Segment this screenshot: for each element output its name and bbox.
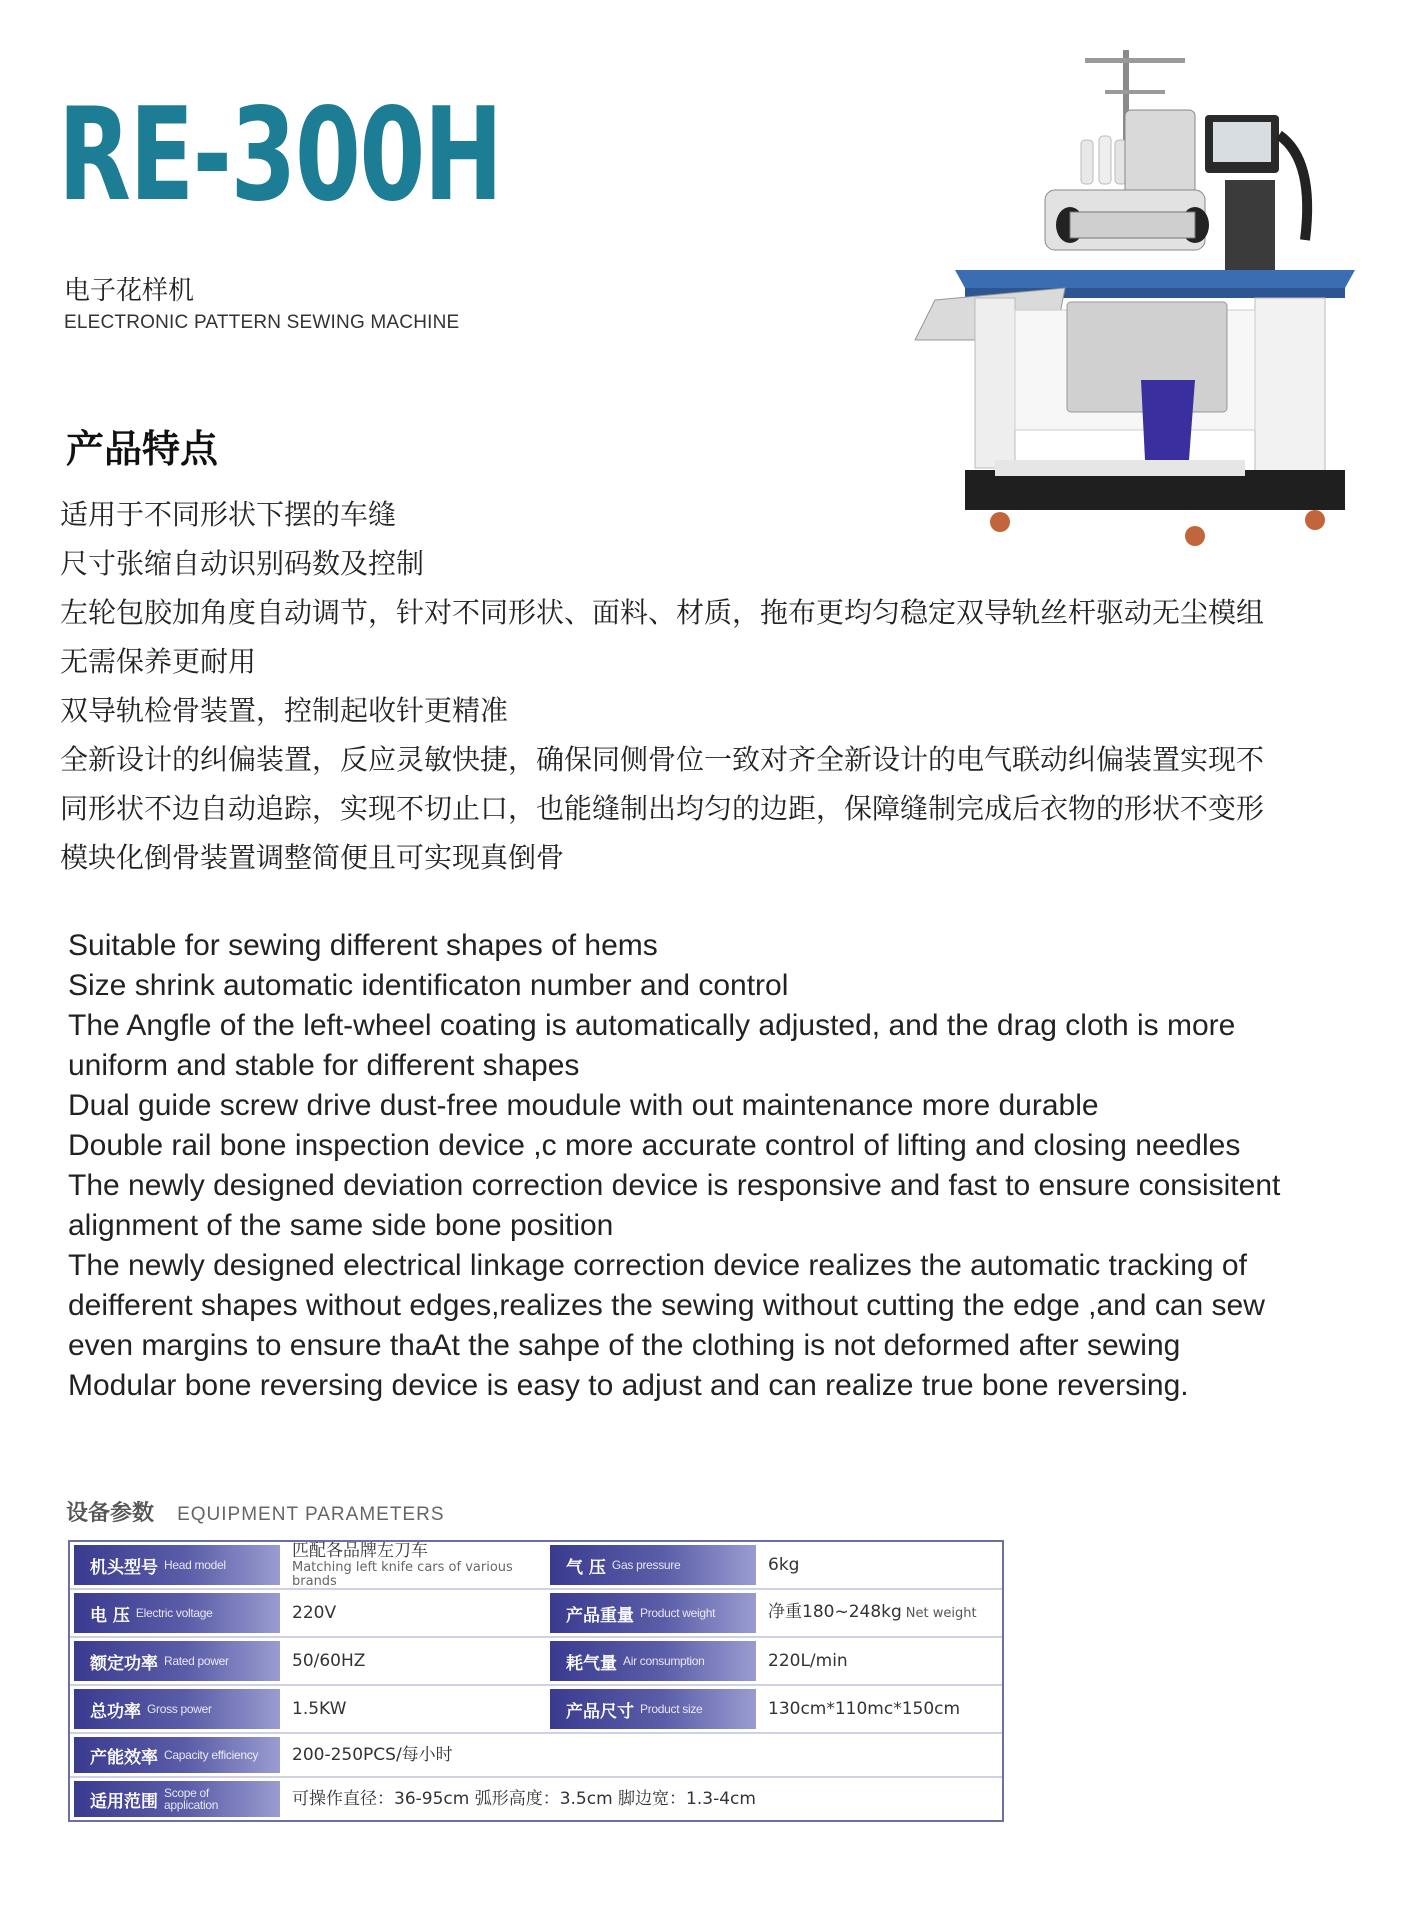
param-value: [280, 1590, 546, 1636]
param-value-sub: Net weight: [905, 1606, 977, 1621]
english-feature-line: Modular bone reversing device is easy to adjust and can realize true bone reversing.: [68, 1369, 1189, 1402]
param-label-en: Product size: [640, 1702, 703, 1716]
param-label-cn: 机头型号: [90, 1557, 158, 1578]
chinese-feature-line: 左轮包胶加角度自动调节，针对不同形状、面料、材质，拖布更均匀稳定双导轨丝杆驱动无尘模组: [60, 596, 1265, 629]
english-feature-line: The newly designed electrical linkage correction device realizes the automatic tracking of: [68, 1249, 1247, 1282]
param-label-en: Scope of application: [164, 1786, 219, 1812]
param-value: [756, 1590, 988, 1636]
param-label-cn: 产品重量: [566, 1605, 634, 1626]
param-label: [74, 1781, 280, 1817]
param-label-en: Gas pressure: [611, 1558, 681, 1572]
english-feature-line: Double rail bone inspection device ,c more accurate control of lifting and closing needles: [68, 1129, 1241, 1162]
features-heading: 产品特点: [66, 427, 219, 471]
param-value-main: 130cm*110mc*150cm: [768, 1699, 961, 1719]
param-value-main: 匹配各品牌左刀车: [292, 1542, 428, 1561]
param-label-en: Air consumption: [623, 1654, 705, 1668]
params-row: [70, 1638, 1002, 1684]
param-value: [756, 1542, 988, 1588]
param-value-main: 6kg: [768, 1555, 800, 1575]
param-value: [280, 1686, 546, 1732]
chinese-feature-line: 适用于不同形状下摆的车缝: [60, 498, 397, 531]
param-label: [74, 1593, 280, 1633]
chinese-feature-line: 模块化倒骨装置调整简便且可实现真倒骨: [60, 841, 565, 874]
english-feature-line: uniform and stable for different shapes: [68, 1049, 580, 1082]
english-feature-line: The Angfle of the left-wheel coating is automatically adjusted, and the drag cloth is more: [68, 1009, 1236, 1042]
params-table: [68, 1540, 1004, 1822]
param-label: [74, 1641, 280, 1681]
english-feature-line: even margins to ensure thaAt the sahpe of the clothing is not deformed after sewing: [68, 1329, 1181, 1362]
params-heading-cn: 设备参数: [66, 1501, 155, 1526]
english-feature-line: Dual guide screw drive dust-free moudule with out maintenance more durable: [68, 1089, 1099, 1122]
param-value: [280, 1638, 546, 1684]
param-label: [550, 1593, 756, 1633]
param-label-en: Electric voltage: [135, 1606, 213, 1620]
param-label-en: Product weight: [640, 1606, 716, 1620]
param-value-main: 200-250PCS/每小时: [292, 1745, 453, 1765]
param-value: [756, 1686, 988, 1732]
param-value: [756, 1638, 988, 1684]
chinese-feature-line: 全新设计的纠偏装置，反应灵敏快捷，确保同侧骨位一致对齐全新设计的电气联动纠偏装置实现不: [60, 743, 1265, 776]
param-label: [550, 1689, 756, 1729]
params-heading-en: EQUIPMENT PARAMETERS: [177, 1504, 445, 1525]
param-label-cn: 适用范围: [90, 1791, 158, 1812]
param-value-sub: Matching left knife cars of various brands: [292, 1560, 513, 1588]
subtitle-english: ELECTRONIC PATTERN SEWING MACHINE: [64, 312, 460, 333]
params-row: [70, 1542, 1002, 1588]
param-value-main: 220L/min: [768, 1651, 848, 1671]
param-label-en: Gross power: [147, 1702, 212, 1716]
chinese-feature-line: 同形状不边自动追踪，实现不切止口，也能缝制出均匀的边距，保障缝制完成后衣物的形状不变形: [60, 792, 1265, 825]
english-feature-line: deifferent shapes without edges,realizes the sewing without cutting the edge ,and can sew: [68, 1289, 1265, 1322]
param-value: [280, 1542, 546, 1588]
chinese-feature-line: 尺寸张缩自动识别码数及控制: [60, 547, 425, 580]
param-label-cn: 总功率: [90, 1701, 141, 1722]
english-feature-list: [68, 926, 1368, 1406]
english-feature-line: alignment of the same side bone position: [68, 1209, 614, 1242]
param-label: [550, 1545, 756, 1585]
param-label-cn: 额定功率: [90, 1653, 158, 1674]
params-heading: [66, 1496, 445, 1530]
param-value-main: 50/60HZ: [292, 1651, 366, 1671]
param-value-main: 220V: [292, 1603, 337, 1623]
chinese-feature-line: 无需保养更耐用: [60, 645, 257, 678]
chinese-feature-line: 双导轨检骨装置，控制起收针更精准: [60, 694, 509, 727]
param-value: [280, 1734, 1000, 1776]
params-row: [70, 1686, 1002, 1732]
param-label-cn: 产能效率: [90, 1747, 158, 1768]
param-label-en: Head model: [164, 1558, 226, 1572]
param-value-main: 可操作直径：36-95cm 弧形高度：3.5cm 脚边宽：1.3-4cm: [292, 1789, 756, 1809]
english-feature-line: Size shrink automatic identificaton number and control: [68, 969, 789, 1002]
params-row: [70, 1734, 1002, 1776]
param-label-cn: 耗气量: [566, 1653, 617, 1674]
param-label-en: Capacity efficiency: [164, 1748, 259, 1762]
sewing-machine-image: [895, 40, 1355, 560]
subtitle-chinese: 电子花样机: [64, 276, 195, 306]
param-label: [550, 1641, 756, 1681]
param-label-cn: 电 压: [90, 1605, 130, 1626]
params-row: [70, 1778, 1002, 1820]
english-feature-line: The newly designed deviation correction device is responsive and fast to ensure consisitent: [68, 1169, 1281, 1202]
english-feature-line: Suitable for sewing different shapes of hems: [68, 929, 658, 962]
param-label: [74, 1737, 280, 1773]
param-label-cn: 气 压: [566, 1557, 606, 1578]
param-label: [74, 1545, 280, 1585]
param-value-main: 净重180~248kg: [768, 1602, 902, 1622]
params-row: [70, 1590, 1002, 1636]
model-title: RE-300H: [58, 81, 502, 230]
param-label-cn: 产品尺寸: [566, 1701, 634, 1722]
param-label: [74, 1689, 280, 1729]
chinese-feature-list: [60, 490, 1380, 882]
param-label-en: Rated power: [164, 1654, 229, 1668]
param-value: [280, 1778, 1000, 1820]
param-value-main: 1.5KW: [292, 1699, 347, 1719]
